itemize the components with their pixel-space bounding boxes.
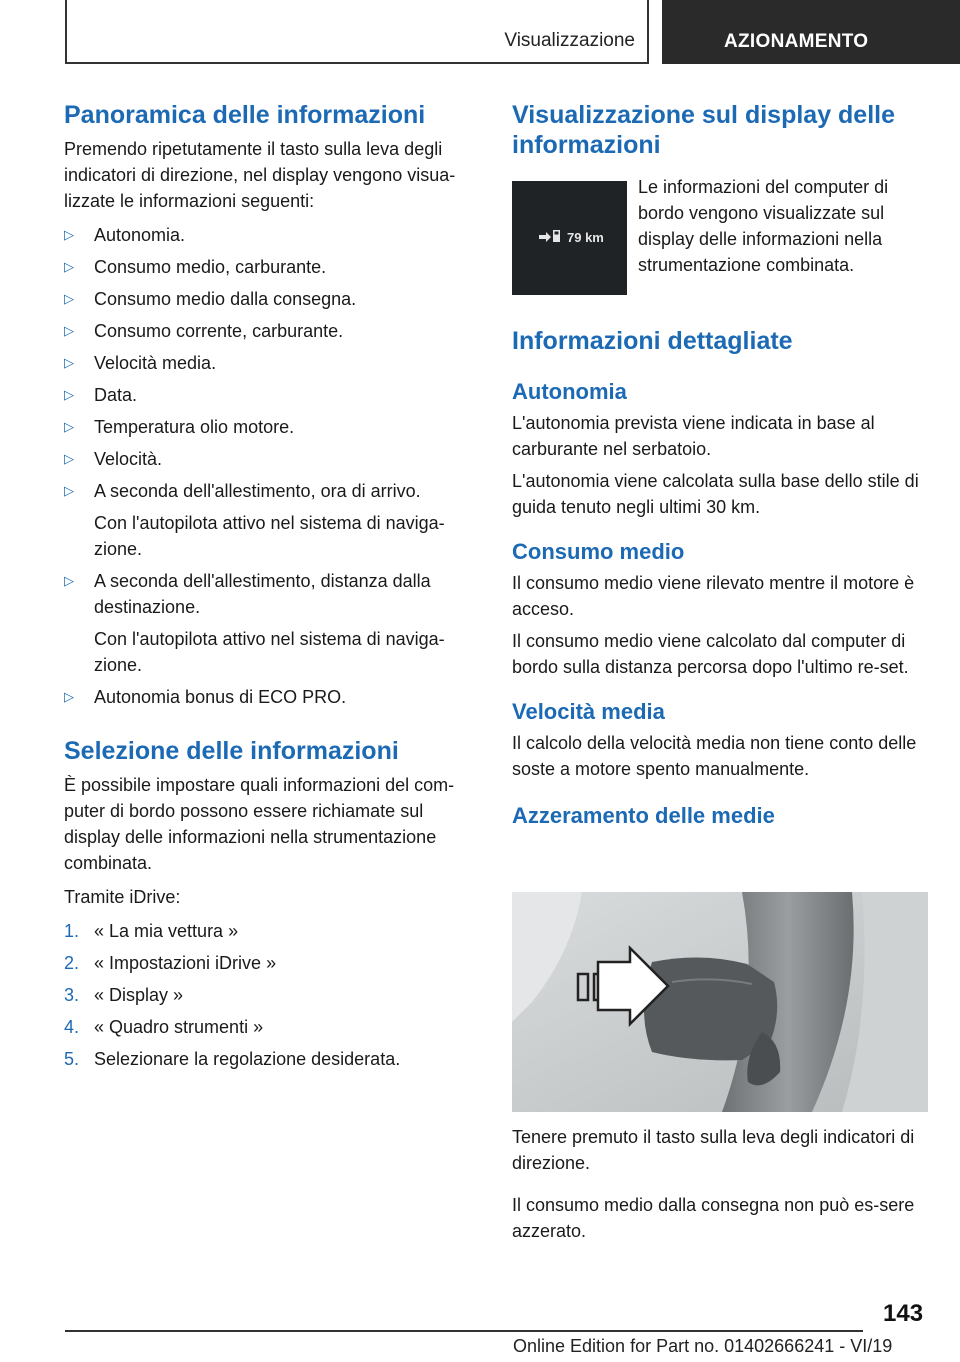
triangle-bullet-icon: ▷ xyxy=(64,355,74,370)
heading-details: Informazioni dettagliate xyxy=(512,327,793,355)
header-section-box xyxy=(65,0,649,64)
list-item: ▷ Consumo medio dalla consegna. xyxy=(64,286,478,312)
heading-display: Visualizzazione sul display delle informazioni xyxy=(512,101,896,159)
triangle-bullet-icon: ▷ xyxy=(64,259,74,274)
triangle-bullet-icon: ▷ xyxy=(64,689,74,704)
triangle-bullet-icon: ▷ xyxy=(64,573,74,588)
left-column xyxy=(64,100,478,1072)
triangle-bullet-icon: ▷ xyxy=(64,451,74,466)
list-item: ▷ Autonomia. xyxy=(64,222,478,248)
overview-intro: Premendo ripetutamente il tasto sulla leva degli indicatori di direzione, nel display vengono visua-lizzate le informazioni seguenti: xyxy=(64,139,456,211)
nav-note: Con l'autopilota attivo nel sistema di naviga-zione. xyxy=(94,629,445,675)
triangle-bullet-icon: ▷ xyxy=(64,387,74,402)
triangle-bullet-icon: ▷ xyxy=(64,227,74,242)
fuel-pump-icon xyxy=(552,229,563,243)
header-chapter-title: AZIONAMENTO xyxy=(724,31,869,52)
list-item: ▷ A seconda dell'allestimento, distanza dalla destinazione. Con l'autopilota attivo nel sistema di naviga-zione. xyxy=(64,568,478,678)
list-item: 3. « Display » xyxy=(64,985,184,1005)
via-idrive: Tramite iDrive: xyxy=(64,887,181,907)
list-item: 1. « La mia vettura » xyxy=(64,921,239,941)
right-bottom xyxy=(512,1124,928,1244)
list-item: 2. « Impostazioni iDrive » xyxy=(64,953,277,973)
azzeramento-p1: Tenere premuto il tasto sulla leva degli indicatori di direzione. xyxy=(512,1127,915,1173)
velocita-p1: Il calcolo della velocità media non tiene conto delle soste a motore spento manualmente. xyxy=(512,733,917,779)
list-item: ▷ Velocità media. xyxy=(64,350,478,376)
subheading-autonomia: Autonomia xyxy=(512,379,627,404)
display-image xyxy=(512,181,627,295)
display-caption: Le informazioni del computer di bordo vengono visualizzate sul display delle informazioni nella strumentazione combinata. xyxy=(638,177,889,275)
autonomia-p1: L'autonomia prevista viene indicata in base al carburante nel serbatoio. xyxy=(512,413,875,459)
steps-list xyxy=(64,918,478,1072)
overview-list xyxy=(64,222,478,710)
list-item: ▷ Temperatura olio motore. xyxy=(64,414,478,440)
subheading-velocita: Velocità media xyxy=(512,699,665,724)
header-chapter-box xyxy=(662,0,960,64)
triangle-bullet-icon: ▷ xyxy=(64,323,74,338)
list-item: 5. Selezionare la regolazione desiderata. xyxy=(64,1049,401,1069)
page-number: 143 xyxy=(883,1300,924,1327)
list-item: ▷ Autonomia bonus di ECO PRO. xyxy=(64,684,478,710)
triangle-bullet-icon: ▷ xyxy=(64,291,74,306)
list-item: 4. « Quadro strumenti » xyxy=(64,1017,264,1037)
list-item: ▷ Data. xyxy=(64,382,478,408)
list-item: ▷ Consumo medio, carburante. xyxy=(64,254,478,280)
heading-selection: Selezione delle informazioni xyxy=(64,737,399,765)
list-item: ▷ Velocità. xyxy=(64,446,478,472)
list-item: ▷ A seconda dell'allestimento, ora di arrivo. Con l'autopilota attivo nel sistema di naviga-zione. xyxy=(64,478,478,562)
header-section-title: Visualizzazione xyxy=(504,30,635,51)
heading-overview: Panoramica delle informazioni xyxy=(64,101,426,129)
display-readout: 79 km xyxy=(567,230,604,245)
subheading-consumo: Consumo medio xyxy=(512,539,685,564)
consumo-p2: Il consumo medio viene calcolato dal computer di bordo sulla distanza percorsa dopo l'ultimo re-set. xyxy=(512,631,909,677)
footer-divider xyxy=(65,1330,863,1332)
edition-text: Online Edition for Part no. 01402666241 - VI/19 xyxy=(513,1336,893,1356)
right-column xyxy=(512,100,928,160)
right-details xyxy=(512,326,928,830)
azzeramento-p2: Il consumo medio dalla consegna non può es-sere azzerato. xyxy=(512,1195,915,1241)
triangle-bullet-icon: ▷ xyxy=(64,419,74,434)
nav-note: Con l'autopilota attivo nel sistema di naviga-zione. xyxy=(94,513,445,559)
consumo-p1: Il consumo medio viene rilevato mentre il motore è acceso. xyxy=(512,573,915,619)
list-item: ▷ Consumo corrente, carburante. xyxy=(64,318,478,344)
triangle-bullet-icon: ▷ xyxy=(64,483,74,498)
autonomia-p2: L'autonomia viene calcolata sulla base dello stile di guida tenuto negli ultimi 30 km. xyxy=(512,471,919,517)
subheading-azzeramento: Azzeramento delle medie xyxy=(512,803,775,828)
turn-signal-lever-image xyxy=(512,892,928,1112)
range-arrow-icon xyxy=(539,231,551,243)
selection-intro: È possibile impostare quali informazioni del com-puter di bordo possono essere richiamate sul display delle informazioni nella strumentazione combinata. xyxy=(64,775,455,873)
lever-illustration xyxy=(512,892,928,1112)
